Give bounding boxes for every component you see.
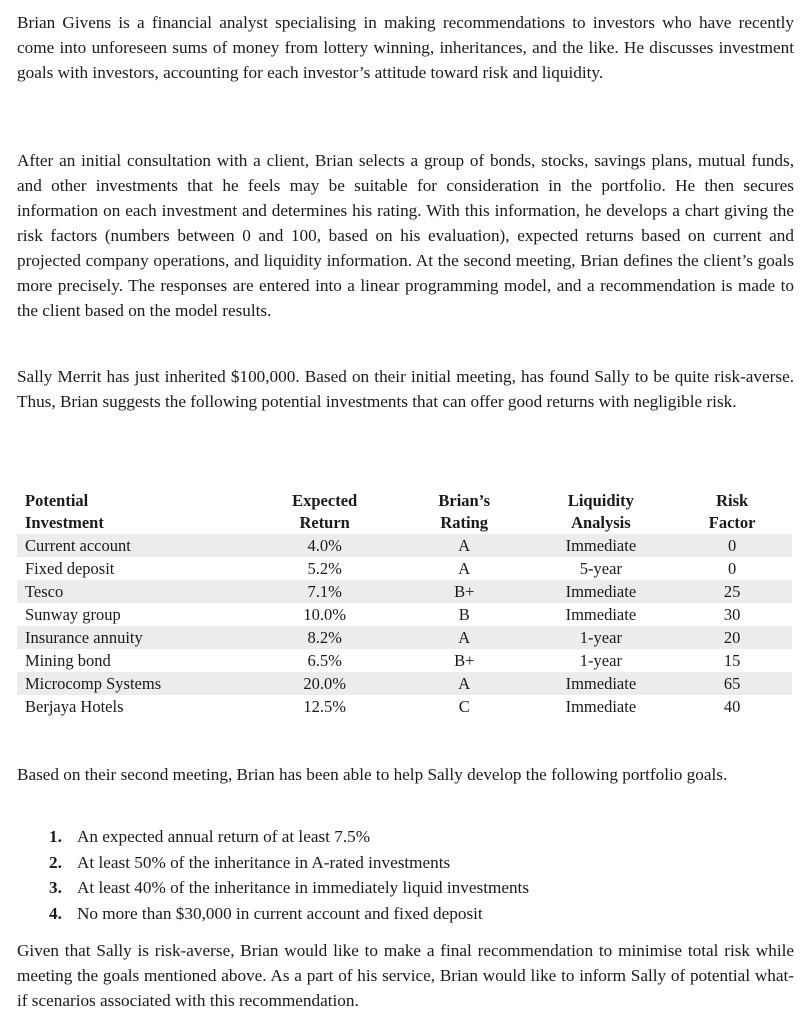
cell-liquidity: 1-year	[579, 651, 622, 670]
cell-investment: Fixed deposit	[25, 559, 115, 578]
goals-list	[49, 824, 529, 926]
table-body	[17, 534, 792, 718]
cell-risk: 0	[727, 559, 737, 578]
cell-return: 8.2%	[250, 626, 399, 649]
cell-investment: Mining bond	[25, 651, 111, 670]
table-row	[17, 695, 792, 718]
cell-liquidity: Immediate	[565, 605, 637, 624]
cell-risk: 20	[672, 626, 792, 649]
cell-risk: 65	[672, 672, 792, 695]
consultation-paragraph: After an initial consultation with a client, Brian selects a group of bonds, stocks, savings plans, mutual funds, and other investments that he feels may be suitable for consideration in the portfolio. He then secures information on each investment and determines his rating. With this information, he develops a chart giving the risk factors (numbers between 0 and 100, based on his evaluation), expected returns based on current and projected company operations, and liquidity information. At the second meeting, Brian defines the client’s goals more precisely. The responses are entered into a linear programming model, and a recommendation is made to the client based on the model results.	[17, 151, 794, 320]
cell-risk: 40	[723, 697, 741, 716]
cell-risk: 25	[672, 580, 792, 603]
cell-investment: Current account	[17, 534, 250, 557]
goal-item	[49, 875, 529, 901]
goal-number: 4.	[49, 903, 62, 923]
table-row	[17, 672, 792, 695]
cell-investment: Berjaya Hotels	[25, 697, 124, 716]
cell-investment: Microcomp Systems	[17, 672, 250, 695]
goals-intro-paragraph: Based on their second meeting, Brian has been able to help Sally develop the following portfolio goals.	[17, 765, 728, 784]
cell-rating: A	[399, 672, 530, 695]
sally-paragraph: Sally Merrit has just inherited $100,000. Based on their initial meeting, has found Sally to be quite risk-averse. Thus, Brian suggests the following potential investments that can offer good returns with negligible risk.	[17, 367, 794, 411]
goal-item	[49, 901, 529, 927]
investments-table	[17, 490, 792, 718]
goal-number: 2.	[49, 852, 62, 872]
cell-liquidity: Immediate	[530, 580, 673, 603]
cell-rating: B+	[454, 651, 475, 670]
table-row	[17, 557, 792, 580]
goal-number: 3.	[49, 878, 62, 897]
cell-rating: A	[399, 534, 530, 557]
goal-text: At least 40% of the inheritance in immediately liquid investments	[77, 878, 530, 897]
conclusion-paragraph: Given that Sally is risk-averse, Brian would like to make a final recommendation to minimise total risk while meeting the goals mentioned above. As a part of his service, Brian would like to inform Sally of potential what-if scenarios associated with this recommendation.	[17, 941, 794, 1010]
cell-rating: C	[458, 697, 470, 716]
cell-return: 5.2%	[307, 559, 342, 578]
cell-return: 6.5%	[307, 651, 342, 670]
table-row	[17, 534, 792, 557]
cell-rating: B+	[399, 580, 530, 603]
header-investment: Potential Investment	[25, 491, 104, 532]
cell-return: 20.0%	[250, 672, 399, 695]
cell-return: 7.1%	[250, 580, 399, 603]
cell-return: 10.0%	[303, 605, 346, 624]
table-row	[17, 580, 792, 603]
goal-item	[49, 824, 529, 850]
goal-text: An expected annual return of at least 7.5%	[77, 827, 371, 846]
header-liquidity: Liquidity Analysis	[567, 491, 634, 532]
goal-text: No more than $30,000 in current account and fixed deposit	[77, 903, 483, 923]
cell-liquidity: Immediate	[565, 697, 637, 716]
cell-risk: 0	[672, 534, 792, 557]
cell-rating: A	[399, 626, 530, 649]
table-header-row	[17, 490, 792, 534]
cell-risk: 15	[723, 651, 741, 670]
header-rating: Brian’s Rating	[438, 491, 491, 532]
cell-investment: Sunway group	[25, 605, 121, 624]
cell-investment: Insurance annuity	[17, 626, 250, 649]
goal-number: 1.	[49, 827, 62, 846]
cell-investment: Tesco	[17, 580, 250, 603]
cell-liquidity: 5-year	[579, 559, 622, 578]
table-row	[17, 626, 792, 649]
cell-liquidity: Immediate	[530, 534, 673, 557]
header-risk: Risk Factor	[708, 491, 756, 532]
cell-return: 4.0%	[250, 534, 399, 557]
goal-item	[49, 850, 529, 876]
cell-liquidity: 1-year	[530, 626, 673, 649]
cell-rating: A	[458, 559, 471, 578]
table-row	[17, 649, 792, 672]
cell-risk: 30	[723, 605, 741, 624]
cell-rating: B	[458, 605, 470, 624]
intro-paragraph: Brian Givens is a financial analyst specialising in making recommendations to investors who have recently come into unforeseen sums of money from lottery winning, inheritances, and the like. He discusses investment goals with investors, accounting for each investor’s attitude toward risk and liquidity.	[17, 13, 794, 82]
cell-return: 12.5%	[303, 697, 346, 716]
table-row	[17, 603, 792, 626]
goal-text: At least 50% of the inheritance in A-rated investments	[77, 852, 451, 872]
header-return: Expected Return	[292, 491, 358, 532]
cell-liquidity: Immediate	[530, 672, 673, 695]
